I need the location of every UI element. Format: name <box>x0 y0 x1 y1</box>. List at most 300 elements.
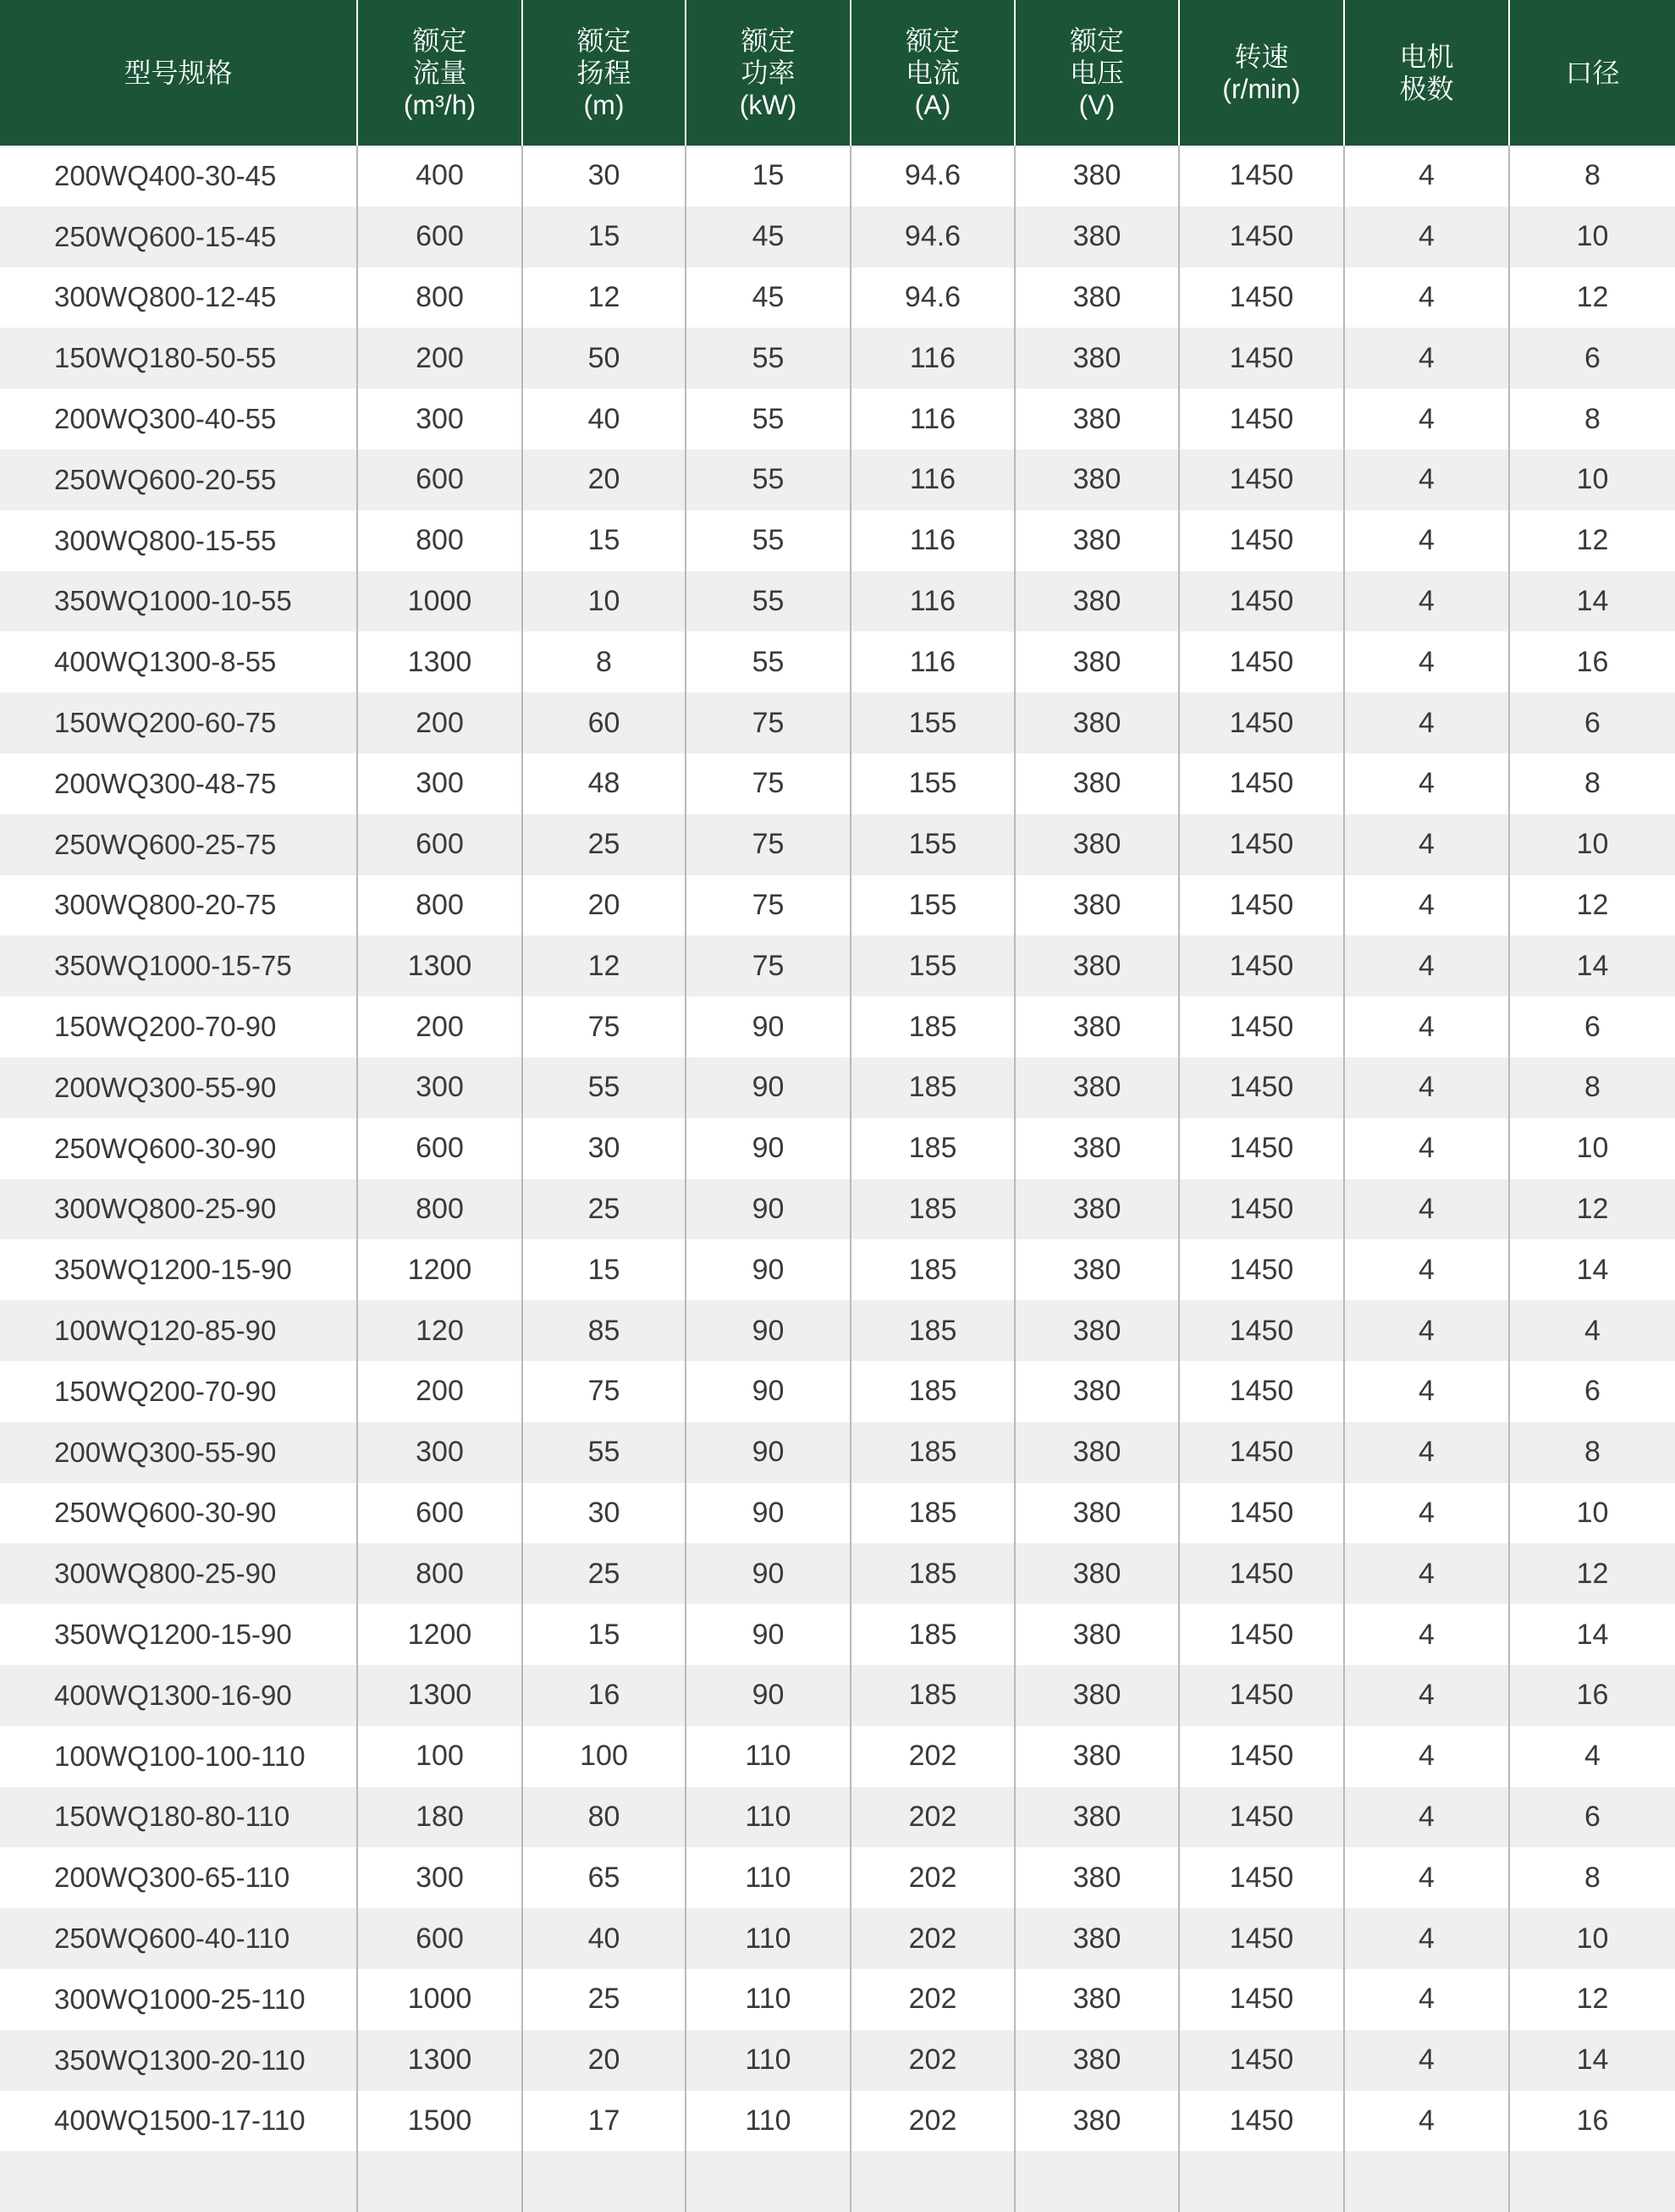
cell-flow: 1000 <box>357 571 522 632</box>
cell-diameter: 8 <box>1509 1057 1675 1118</box>
cell-power: 75 <box>686 935 851 996</box>
cell-head: 25 <box>522 1179 686 1240</box>
cell-poles: 4 <box>1344 1787 1509 1848</box>
cell-head: 100 <box>522 1726 686 1787</box>
cell-model: 350WQ1200-15-90 <box>0 1239 357 1300</box>
cell-diameter: 12 <box>1509 875 1675 936</box>
cell-flow: 1300 <box>357 935 522 996</box>
cell-power: 45 <box>686 268 851 328</box>
cell-power: 90 <box>686 1665 851 1726</box>
cell-flow: 800 <box>357 875 522 936</box>
cell-diameter: 4 <box>1509 1300 1675 1361</box>
cell-current: 155 <box>851 935 1015 996</box>
cell-voltage: 380 <box>1015 814 1179 875</box>
cell-head: 30 <box>522 146 686 207</box>
empty-cell <box>1179 2151 1344 2212</box>
table-row <box>0 996 1675 1057</box>
cell-model: 200WQ300-65-110 <box>0 1847 357 1908</box>
cell-power: 55 <box>686 632 851 692</box>
cell-current: 155 <box>851 814 1015 875</box>
cell-model: 100WQ100-100-110 <box>0 1726 357 1787</box>
cell-model: 350WQ1300-20-110 <box>0 2030 357 2091</box>
cell-head: 40 <box>522 1908 686 1969</box>
cell-head: 75 <box>522 1361 686 1422</box>
cell-poles: 4 <box>1344 510 1509 571</box>
table-row <box>0 1604 1675 1665</box>
cell-speed: 1450 <box>1179 1604 1344 1665</box>
table-row <box>0 1543 1675 1604</box>
cell-flow: 1500 <box>357 2091 522 2152</box>
cell-power: 90 <box>686 1543 851 1604</box>
cell-flow: 600 <box>357 207 522 268</box>
cell-voltage: 380 <box>1015 1057 1179 1118</box>
table-row <box>0 571 1675 632</box>
cell-flow: 300 <box>357 1057 522 1118</box>
cell-current: 202 <box>851 1847 1015 1908</box>
cell-flow: 200 <box>357 692 522 753</box>
cell-model: 400WQ1300-8-55 <box>0 632 357 692</box>
cell-power: 110 <box>686 1787 851 1848</box>
cell-head: 50 <box>522 328 686 389</box>
cell-flow: 600 <box>357 1908 522 1969</box>
cell-poles: 4 <box>1344 1665 1509 1726</box>
cell-current: 185 <box>851 1422 1015 1483</box>
table-row <box>0 207 1675 268</box>
cell-head: 30 <box>522 1483 686 1544</box>
cell-current: 202 <box>851 1969 1015 2030</box>
cell-poles: 4 <box>1344 996 1509 1057</box>
cell-current: 185 <box>851 1604 1015 1665</box>
cell-model: 200WQ400-30-45 <box>0 146 357 207</box>
cell-current: 155 <box>851 692 1015 753</box>
table-row <box>0 1483 1675 1544</box>
cell-diameter: 4 <box>1509 1726 1675 1787</box>
table-row <box>0 328 1675 389</box>
cell-poles: 4 <box>1344 207 1509 268</box>
cell-head: 15 <box>522 1239 686 1300</box>
cell-head: 20 <box>522 450 686 510</box>
empty-cell <box>1509 2151 1675 2212</box>
cell-voltage: 380 <box>1015 935 1179 996</box>
table-row <box>0 1908 1675 1969</box>
cell-diameter: 14 <box>1509 571 1675 632</box>
table-row <box>0 753 1675 814</box>
cell-voltage: 380 <box>1015 1300 1179 1361</box>
cell-voltage: 380 <box>1015 996 1179 1057</box>
cell-speed: 1450 <box>1179 207 1344 268</box>
cell-diameter: 16 <box>1509 632 1675 692</box>
cell-diameter: 12 <box>1509 1543 1675 1604</box>
cell-flow: 200 <box>357 1361 522 1422</box>
cell-flow: 300 <box>357 389 522 450</box>
cell-current: 185 <box>851 1483 1015 1544</box>
cell-speed: 1450 <box>1179 1665 1344 1726</box>
cell-model: 350WQ1200-15-90 <box>0 1604 357 1665</box>
cell-diameter: 6 <box>1509 996 1675 1057</box>
cell-speed: 1450 <box>1179 935 1344 996</box>
cell-speed: 1450 <box>1179 2091 1344 2152</box>
empty-cell <box>1015 2151 1179 2212</box>
empty-cell <box>522 2151 686 2212</box>
table-row <box>0 1665 1675 1726</box>
cell-poles: 4 <box>1344 692 1509 753</box>
cell-flow: 1300 <box>357 632 522 692</box>
cell-flow: 300 <box>357 1847 522 1908</box>
cell-diameter: 6 <box>1509 328 1675 389</box>
cell-poles: 4 <box>1344 1726 1509 1787</box>
cell-current: 202 <box>851 1787 1015 1848</box>
cell-diameter: 10 <box>1509 1118 1675 1179</box>
cell-speed: 1450 <box>1179 1726 1344 1787</box>
cell-poles: 4 <box>1344 632 1509 692</box>
cell-model: 350WQ1000-15-75 <box>0 935 357 996</box>
cell-head: 17 <box>522 2091 686 2152</box>
cell-speed: 1450 <box>1179 1118 1344 1179</box>
cell-model: 300WQ800-25-90 <box>0 1543 357 1604</box>
cell-power: 110 <box>686 2030 851 2091</box>
cell-head: 55 <box>522 1422 686 1483</box>
table-row <box>0 1787 1675 1848</box>
cell-current: 116 <box>851 510 1015 571</box>
cell-diameter: 8 <box>1509 1422 1675 1483</box>
cell-speed: 1450 <box>1179 146 1344 207</box>
cell-head: 55 <box>522 1057 686 1118</box>
cell-poles: 4 <box>1344 814 1509 875</box>
cell-voltage: 380 <box>1015 1118 1179 1179</box>
cell-voltage: 380 <box>1015 1665 1179 1726</box>
cell-flow: 200 <box>357 996 522 1057</box>
empty-cell <box>357 2151 522 2212</box>
header-poles: 电机 极数 <box>1344 0 1509 146</box>
cell-poles: 4 <box>1344 571 1509 632</box>
empty-cell <box>1344 2151 1509 2212</box>
cell-voltage: 380 <box>1015 1847 1179 1908</box>
cell-speed: 1450 <box>1179 1057 1344 1118</box>
cell-power: 90 <box>686 1179 851 1240</box>
cell-voltage: 380 <box>1015 207 1179 268</box>
cell-power: 45 <box>686 207 851 268</box>
cell-poles: 4 <box>1344 1361 1509 1422</box>
cell-speed: 1450 <box>1179 996 1344 1057</box>
cell-head: 8 <box>522 632 686 692</box>
table-row <box>0 1057 1675 1118</box>
table-row <box>0 1300 1675 1361</box>
cell-flow: 1300 <box>357 2030 522 2091</box>
cell-speed: 1450 <box>1179 1847 1344 1908</box>
header-row <box>0 0 1675 146</box>
cell-diameter: 16 <box>1509 1665 1675 1726</box>
cell-speed: 1450 <box>1179 1908 1344 1969</box>
cell-diameter: 6 <box>1509 692 1675 753</box>
cell-poles: 4 <box>1344 753 1509 814</box>
cell-voltage: 380 <box>1015 450 1179 510</box>
cell-current: 94.6 <box>851 146 1015 207</box>
cell-speed: 1450 <box>1179 632 1344 692</box>
table-row <box>0 1118 1675 1179</box>
cell-voltage: 380 <box>1015 753 1179 814</box>
cell-current: 185 <box>851 1179 1015 1240</box>
cell-voltage: 380 <box>1015 1361 1179 1422</box>
cell-model: 200WQ300-55-90 <box>0 1057 357 1118</box>
cell-power: 90 <box>686 1057 851 1118</box>
cell-diameter: 8 <box>1509 389 1675 450</box>
cell-poles: 4 <box>1344 2091 1509 2152</box>
cell-power: 90 <box>686 1604 851 1665</box>
cell-flow: 600 <box>357 1118 522 1179</box>
table-header <box>0 0 1675 146</box>
cell-current: 185 <box>851 1543 1015 1604</box>
cell-head: 40 <box>522 389 686 450</box>
cell-model: 300WQ800-25-90 <box>0 1179 357 1240</box>
cell-voltage: 380 <box>1015 268 1179 328</box>
table-row <box>0 2091 1675 2152</box>
cell-diameter: 8 <box>1509 146 1675 207</box>
cell-flow: 1200 <box>357 1604 522 1665</box>
empty-row <box>0 2151 1675 2212</box>
cell-poles: 4 <box>1344 1422 1509 1483</box>
empty-cell <box>0 2151 357 2212</box>
cell-diameter: 12 <box>1509 1179 1675 1240</box>
cell-poles: 4 <box>1344 1483 1509 1544</box>
table-row <box>0 146 1675 207</box>
cell-speed: 1450 <box>1179 450 1344 510</box>
header-model: 型号规格 <box>0 0 357 146</box>
cell-head: 15 <box>522 207 686 268</box>
cell-current: 155 <box>851 875 1015 936</box>
cell-head: 15 <box>522 1604 686 1665</box>
cell-poles: 4 <box>1344 1604 1509 1665</box>
cell-current: 185 <box>851 1239 1015 1300</box>
cell-flow: 600 <box>357 450 522 510</box>
cell-flow: 600 <box>357 1483 522 1544</box>
cell-model: 300WQ800-20-75 <box>0 875 357 936</box>
header-current: 额定 电流 (A) <box>851 0 1015 146</box>
cell-model: 400WQ1300-16-90 <box>0 1665 357 1726</box>
cell-diameter: 10 <box>1509 207 1675 268</box>
table-row <box>0 1239 1675 1300</box>
cell-voltage: 380 <box>1015 146 1179 207</box>
cell-current: 116 <box>851 450 1015 510</box>
table-row <box>0 268 1675 328</box>
cell-poles: 4 <box>1344 2030 1509 2091</box>
cell-head: 25 <box>522 814 686 875</box>
cell-speed: 1450 <box>1179 571 1344 632</box>
cell-poles: 4 <box>1344 1847 1509 1908</box>
cell-voltage: 380 <box>1015 571 1179 632</box>
cell-power: 110 <box>686 2091 851 2152</box>
cell-current: 185 <box>851 1057 1015 1118</box>
cell-poles: 4 <box>1344 389 1509 450</box>
cell-flow: 800 <box>357 1543 522 1604</box>
empty-cell <box>851 2151 1015 2212</box>
table-row <box>0 1179 1675 1240</box>
cell-model: 250WQ600-20-55 <box>0 450 357 510</box>
cell-flow: 1300 <box>357 1665 522 1726</box>
table-row <box>0 2030 1675 2091</box>
cell-model: 200WQ300-55-90 <box>0 1422 357 1483</box>
table-row <box>0 1361 1675 1422</box>
cell-model: 150WQ180-80-110 <box>0 1787 357 1848</box>
cell-current: 202 <box>851 2030 1015 2091</box>
table-row <box>0 935 1675 996</box>
cell-voltage: 380 <box>1015 2091 1179 2152</box>
cell-poles: 4 <box>1344 146 1509 207</box>
cell-head: 12 <box>522 268 686 328</box>
cell-power: 90 <box>686 1361 851 1422</box>
cell-power: 90 <box>686 1300 851 1361</box>
cell-power: 90 <box>686 1239 851 1300</box>
table-row <box>0 875 1675 936</box>
cell-power: 15 <box>686 146 851 207</box>
cell-head: 25 <box>522 1543 686 1604</box>
empty-cell <box>686 2151 851 2212</box>
table-row <box>0 1422 1675 1483</box>
cell-power: 90 <box>686 1118 851 1179</box>
cell-power: 110 <box>686 1726 851 1787</box>
cell-poles: 4 <box>1344 1908 1509 1969</box>
cell-voltage: 380 <box>1015 1604 1179 1665</box>
cell-poles: 4 <box>1344 1969 1509 2030</box>
header-head: 额定 扬程 (m) <box>522 0 686 146</box>
cell-current: 202 <box>851 2091 1015 2152</box>
cell-diameter: 8 <box>1509 753 1675 814</box>
cell-diameter: 14 <box>1509 935 1675 996</box>
cell-flow: 300 <box>357 753 522 814</box>
cell-voltage: 380 <box>1015 1787 1179 1848</box>
cell-power: 55 <box>686 389 851 450</box>
cell-power: 90 <box>686 996 851 1057</box>
cell-head: 48 <box>522 753 686 814</box>
cell-model: 250WQ600-40-110 <box>0 1908 357 1969</box>
cell-power: 90 <box>686 1422 851 1483</box>
cell-speed: 1450 <box>1179 1179 1344 1240</box>
cell-voltage: 380 <box>1015 1179 1179 1240</box>
cell-poles: 4 <box>1344 1239 1509 1300</box>
cell-poles: 4 <box>1344 268 1509 328</box>
cell-power: 55 <box>686 510 851 571</box>
cell-model: 300WQ800-12-45 <box>0 268 357 328</box>
cell-poles: 4 <box>1344 328 1509 389</box>
cell-voltage: 380 <box>1015 1543 1179 1604</box>
cell-diameter: 10 <box>1509 1483 1675 1544</box>
cell-speed: 1450 <box>1179 1422 1344 1483</box>
cell-poles: 4 <box>1344 450 1509 510</box>
cell-current: 116 <box>851 328 1015 389</box>
cell-head: 10 <box>522 571 686 632</box>
cell-model: 150WQ200-70-90 <box>0 1361 357 1422</box>
cell-current: 185 <box>851 1300 1015 1361</box>
cell-speed: 1450 <box>1179 2030 1344 2091</box>
cell-model: 200WQ300-48-75 <box>0 753 357 814</box>
cell-model: 250WQ600-15-45 <box>0 207 357 268</box>
cell-model: 150WQ200-60-75 <box>0 692 357 753</box>
cell-head: 65 <box>522 1847 686 1908</box>
cell-power: 55 <box>686 328 851 389</box>
cell-flow: 600 <box>357 814 522 875</box>
cell-diameter: 16 <box>1509 2091 1675 2152</box>
cell-head: 16 <box>522 1665 686 1726</box>
cell-poles: 4 <box>1344 935 1509 996</box>
cell-model: 300WQ1000-25-110 <box>0 1969 357 2030</box>
cell-power: 55 <box>686 571 851 632</box>
cell-diameter: 14 <box>1509 1239 1675 1300</box>
cell-current: 116 <box>851 632 1015 692</box>
cell-voltage: 380 <box>1015 632 1179 692</box>
header-power: 额定 功率 (kW) <box>686 0 851 146</box>
cell-power: 110 <box>686 1969 851 2030</box>
cell-current: 116 <box>851 389 1015 450</box>
table-row <box>0 814 1675 875</box>
cell-head: 85 <box>522 1300 686 1361</box>
cell-flow: 800 <box>357 1179 522 1240</box>
cell-speed: 1450 <box>1179 1361 1344 1422</box>
table-row <box>0 632 1675 692</box>
cell-poles: 4 <box>1344 1543 1509 1604</box>
cell-voltage: 380 <box>1015 692 1179 753</box>
table-row <box>0 450 1675 510</box>
cell-voltage: 380 <box>1015 510 1179 571</box>
cell-power: 110 <box>686 1908 851 1969</box>
cell-flow: 120 <box>357 1300 522 1361</box>
cell-voltage: 380 <box>1015 1726 1179 1787</box>
table-row <box>0 510 1675 571</box>
cell-voltage: 380 <box>1015 1239 1179 1300</box>
cell-current: 202 <box>851 1908 1015 1969</box>
cell-diameter: 10 <box>1509 814 1675 875</box>
cell-diameter: 6 <box>1509 1361 1675 1422</box>
cell-diameter: 12 <box>1509 268 1675 328</box>
cell-voltage: 380 <box>1015 875 1179 936</box>
cell-speed: 1450 <box>1179 1239 1344 1300</box>
cell-diameter: 10 <box>1509 1908 1675 1969</box>
cell-power: 55 <box>686 450 851 510</box>
cell-poles: 4 <box>1344 875 1509 936</box>
cell-speed: 1450 <box>1179 753 1344 814</box>
cell-flow: 1000 <box>357 1969 522 2030</box>
cell-voltage: 380 <box>1015 1422 1179 1483</box>
table-row <box>0 1726 1675 1787</box>
cell-model: 250WQ600-30-90 <box>0 1118 357 1179</box>
header-speed: 转速 (r/min) <box>1179 0 1344 146</box>
cell-speed: 1450 <box>1179 1543 1344 1604</box>
header-diameter: 口径 <box>1509 0 1675 146</box>
cell-poles: 4 <box>1344 1300 1509 1361</box>
cell-speed: 1450 <box>1179 814 1344 875</box>
cell-power: 90 <box>686 1483 851 1544</box>
cell-speed: 1450 <box>1179 1300 1344 1361</box>
cell-power: 110 <box>686 1847 851 1908</box>
table-body <box>0 146 1675 2212</box>
cell-head: 20 <box>522 875 686 936</box>
cell-head: 20 <box>522 2030 686 2091</box>
cell-diameter: 6 <box>1509 1787 1675 1848</box>
cell-voltage: 380 <box>1015 1969 1179 2030</box>
cell-poles: 4 <box>1344 1118 1509 1179</box>
cell-flow: 200 <box>357 328 522 389</box>
cell-poles: 4 <box>1344 1057 1509 1118</box>
cell-flow: 800 <box>357 268 522 328</box>
cell-speed: 1450 <box>1179 389 1344 450</box>
cell-current: 94.6 <box>851 268 1015 328</box>
cell-head: 30 <box>522 1118 686 1179</box>
cell-power: 75 <box>686 753 851 814</box>
cell-poles: 4 <box>1344 1179 1509 1240</box>
cell-model: 200WQ300-40-55 <box>0 389 357 450</box>
cell-current: 185 <box>851 996 1015 1057</box>
cell-current: 185 <box>851 1665 1015 1726</box>
cell-current: 155 <box>851 753 1015 814</box>
cell-diameter: 12 <box>1509 1969 1675 2030</box>
